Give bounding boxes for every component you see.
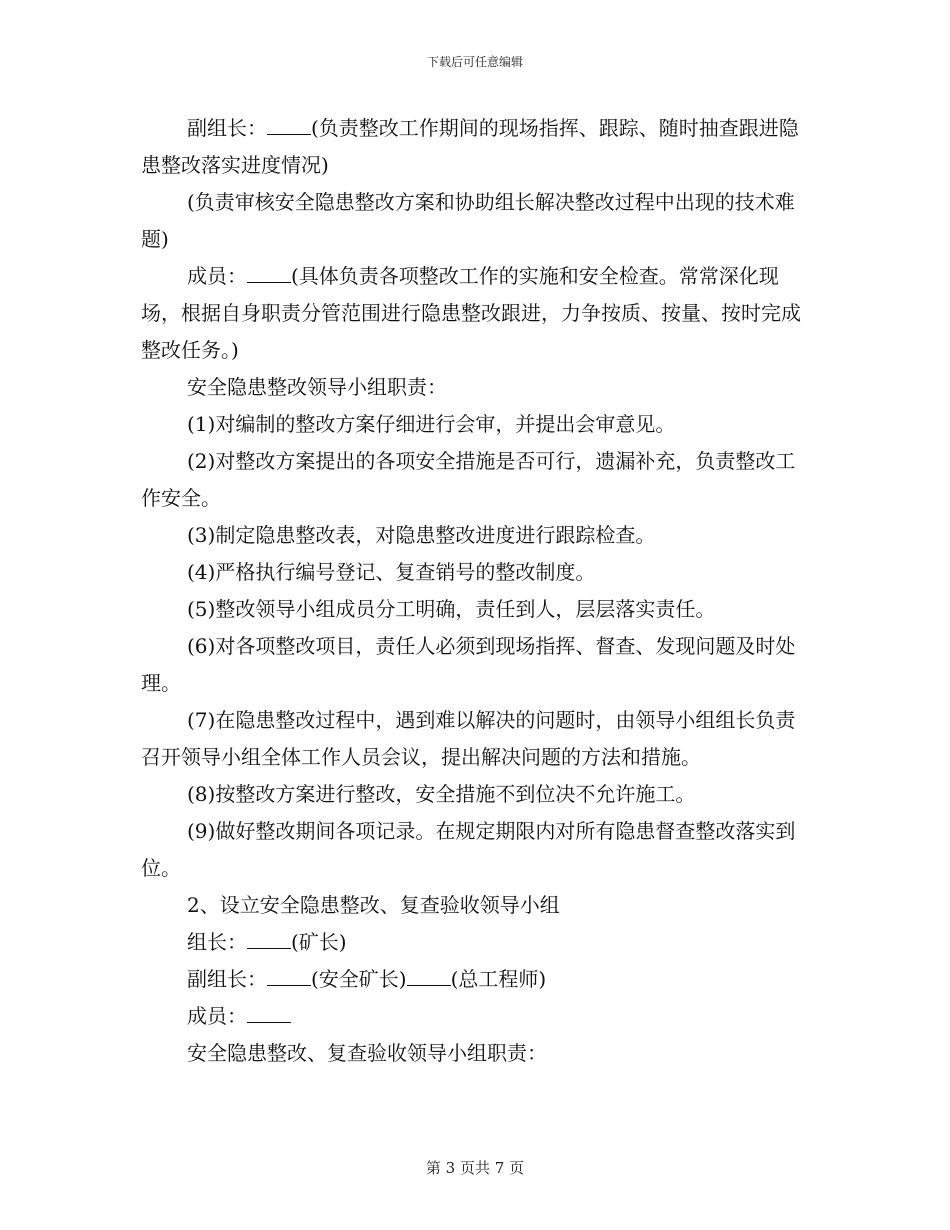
- list-item-9: (9)做好整改期间各项记录。在规定期限内对所有隐患督查整改落实到位。: [141, 819, 796, 880]
- page-footer: 第 3 页共 7 页: [425, 1159, 525, 1177]
- label-deputy-leader: 副组长：: [187, 116, 267, 140]
- paragraph-tech-duty: (负责审核安全隐患整改方案和协助组长解决整改过程中出现的技术难题): [141, 190, 795, 251]
- leader-role: (矿长): [291, 930, 347, 954]
- list-item-6: (6)对各项整改项目，责任人必须到现场指挥、督查、发现问题及时处理。: [141, 634, 796, 695]
- label-members: 成员：: [187, 264, 247, 288]
- deputy-role-safety: (安全矿长): [311, 967, 407, 991]
- paragraph-group-duties-title: 安全隐患整改领导小组职责：: [187, 375, 447, 399]
- blank-line: [407, 967, 451, 986]
- paragraph-deputy-leader: [141, 110, 805, 184]
- list-item-8: (8)按整改方案进行整改，安全措施不到位决不允许施工。: [187, 782, 696, 806]
- blank-line: [247, 264, 291, 283]
- document-body: [141, 110, 805, 1072]
- paragraph-deputy-leaders: [141, 961, 805, 998]
- blank-line: [247, 930, 291, 949]
- list-item-5: (5)整改领导小组成员分工明确，责任到人，层层落实责任。: [187, 597, 716, 621]
- deputy-role-engineer: (总工程师): [450, 967, 547, 991]
- blank-line: [267, 116, 311, 135]
- blank-line: [267, 967, 311, 986]
- section-heading-2: 2、设立安全隐患整改、复查验收领导小组: [187, 893, 560, 917]
- members-duty: (具体负责各项整改工作的实施和安全检查。常常深化现场，根据自身职责分管范围进行隐患整改跟进，力争按质、按量、按时完成整改任务。): [141, 264, 801, 362]
- label-leader: 组长：: [187, 930, 247, 954]
- list-item-2: (2)对整改方案提出的各项安全措施是否可行，遗漏补充，负责整改工作安全。: [141, 449, 796, 510]
- blank-line: [247, 1004, 291, 1023]
- paragraph-leader: [141, 924, 805, 961]
- page-header: 下载后可任意编辑: [426, 55, 523, 69]
- label-members-2: 成员：: [187, 1004, 247, 1028]
- list-item-7: (7)在隐患整改过程中，遇到难以解决的问题时，由领导小组组长负责召开领导小组全体工作人员会议，提出解决问题的方法和措施。: [141, 708, 796, 769]
- list-item-3: (3)制定隐患整改表，对隐患整改进度进行跟踪检查。: [187, 523, 656, 547]
- paragraph-members-2: [141, 998, 805, 1035]
- paragraph-members: [141, 258, 805, 369]
- deputy-leader-duty: (负责整改工作期间的现场指挥、跟踪、随时抽查跟进隐患整改落实进度情况): [141, 116, 799, 177]
- label-deputy-leaders: 副组长：: [187, 967, 267, 991]
- list-item-1: (1)对编制的整改方案仔细进行会审，并提出会审意见。: [187, 412, 676, 436]
- paragraph-acceptance-duties-title: 安全隐患整改、复查验收领导小组职责：: [187, 1041, 547, 1065]
- list-item-4: (4)严格执行编号登记、复查销号的整改制度。: [187, 560, 596, 584]
